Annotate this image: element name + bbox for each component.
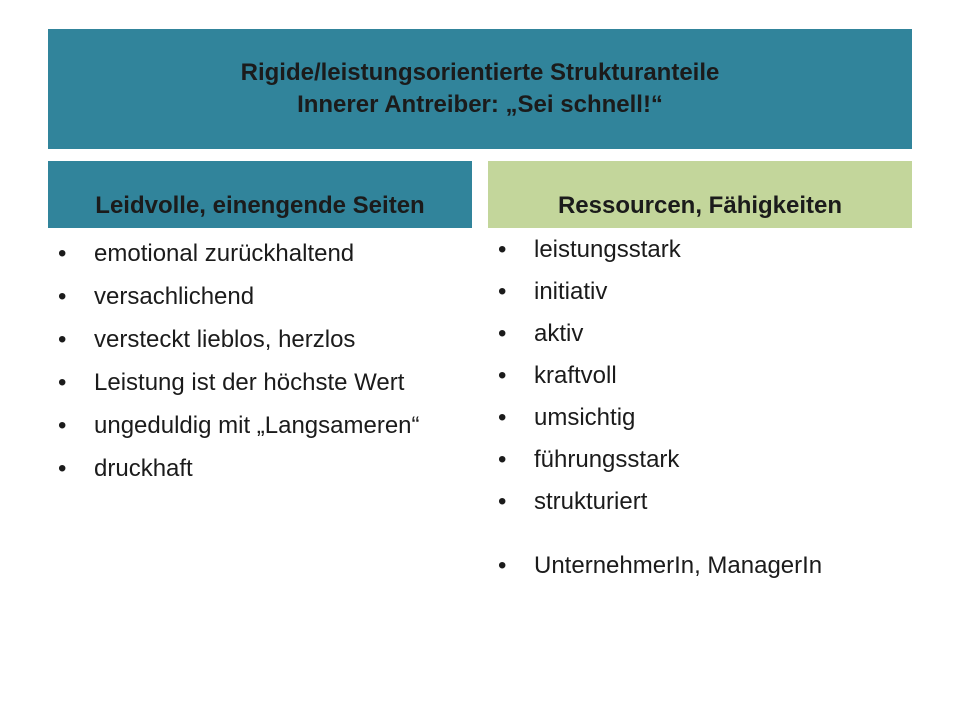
list-item: • kraftvoll [488, 360, 908, 392]
right-column-header: Ressourcen, Fähigkeiten [488, 161, 912, 228]
list-item: • versachlichend [48, 281, 448, 313]
list-item: • strukturiert [488, 486, 908, 518]
list-item: • Leistung ist der höchste Wert [48, 367, 448, 399]
right-bullet-list [488, 234, 908, 592]
left-column-header: Leidvolle, einengende Seiten [48, 161, 472, 228]
slide-title-line-1: Rigide/leistungsorientierte Strukturanteile [240, 59, 720, 86]
left-bullet-list [48, 238, 448, 496]
list-item: • führungsstark [488, 444, 908, 476]
list-item: • druckhaft [48, 453, 448, 485]
slide-title-line-2: Innerer Antreiber: „Sei schnell!“ [297, 91, 663, 118]
list-item: • leistungsstark [488, 234, 908, 266]
slide-title-box [48, 29, 912, 149]
list-item: • emotional zurückhaltend [48, 238, 448, 270]
list-item: • ungeduldig mit „Langsameren“ [48, 410, 448, 442]
list-item: • aktiv [488, 318, 908, 350]
list-item: • versteckt lieblos, herzlos [48, 324, 448, 356]
list-item: • initiativ [488, 276, 908, 308]
list-item: • umsichtig [488, 402, 908, 434]
list-item: • UnternehmerIn, ManagerIn [488, 550, 908, 582]
